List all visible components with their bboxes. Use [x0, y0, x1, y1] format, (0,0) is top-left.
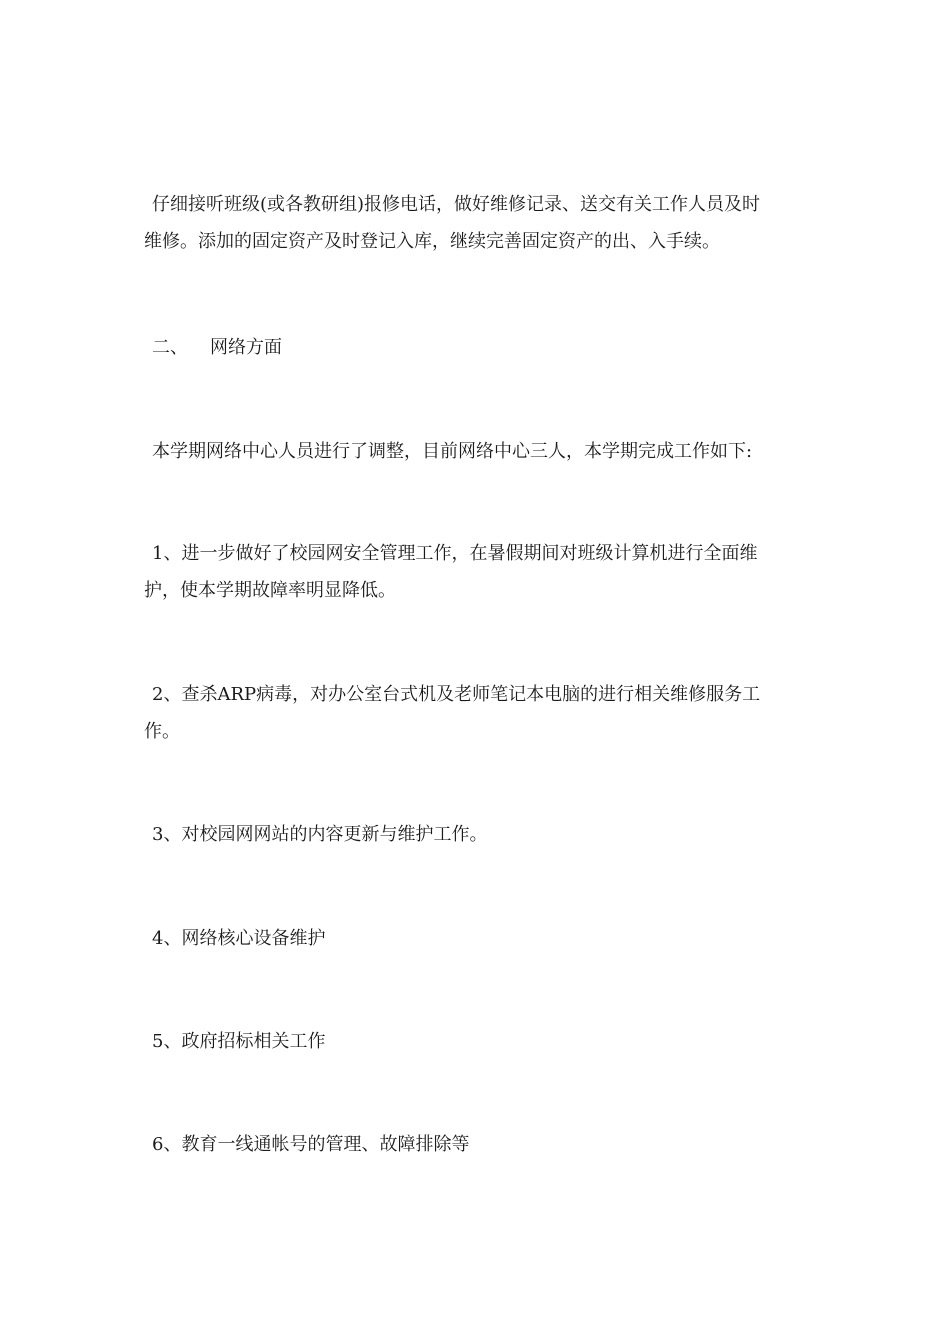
section-title: 网络方面	[210, 337, 282, 358]
paragraph-line: 维修。添加的固定资产及时登记入库，继续完善固定资产的出、入手续。	[144, 231, 720, 252]
paragraph-line: 作。	[144, 721, 180, 742]
paragraph-repair-records	[144, 186, 814, 260]
paragraph-line: 护，使本学期故障率明显降低。	[144, 580, 396, 601]
section-heading-network	[144, 329, 814, 366]
list-item-5	[144, 1023, 814, 1060]
paragraph-line: 1、进一步做好了校园网安全管理工作，在暑假期间对班级计算机进行全面维	[152, 543, 758, 564]
paragraph-line: 3、对校园网网站的内容更新与维护工作。	[152, 824, 488, 845]
list-item-4	[144, 920, 814, 957]
paragraph-line: 4、网络核心设备维护	[152, 928, 326, 949]
paragraph-line: 本学期网络中心人员进行了调整，目前网络中心三人，本学期完成工作如下:	[152, 441, 753, 462]
list-item-6	[144, 1126, 814, 1163]
list-item-3	[144, 816, 814, 853]
paragraph-line: 2、查杀ARP病毒，对办公室台式机及老师笔记本电脑的进行相关维修服务工	[152, 684, 761, 705]
list-item-1	[144, 535, 814, 609]
paragraph-line: 5、政府招标相关工作	[152, 1031, 326, 1052]
paragraph-line: 6、教育一线通帐号的管理、故障排除等	[152, 1134, 470, 1155]
section-number: 二、	[152, 337, 188, 358]
paragraph-network-intro	[144, 433, 814, 470]
list-item-2	[144, 676, 814, 750]
paragraph-line: 仔细接听班级(或各教研组)报修电话，做好维修记录、送交有关工作人员及时	[152, 194, 761, 215]
